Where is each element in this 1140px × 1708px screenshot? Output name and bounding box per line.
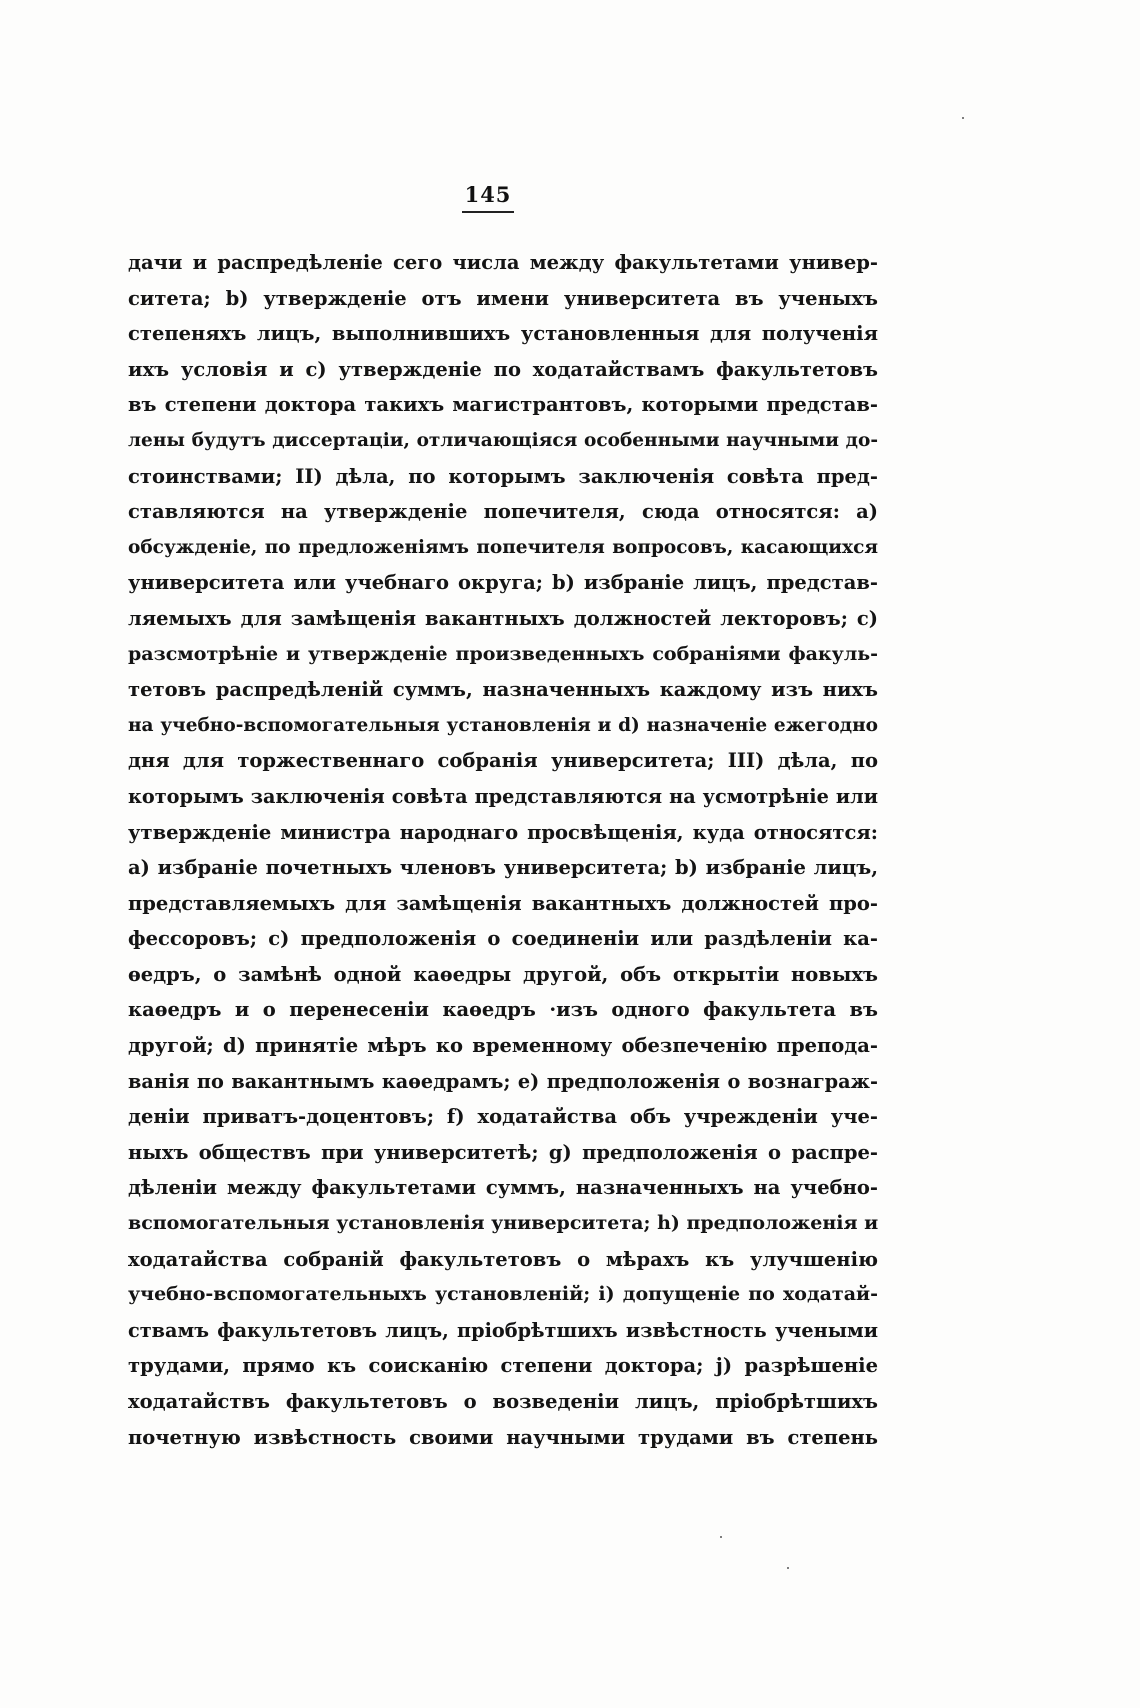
text-line: утвержденіе министра народнаго просвѣщенія, куда относятся: [128,820,878,844]
dust-speck [787,1567,789,1569]
text-line: ныхъ обществъ при университетѣ; g) предположенія о распре- [128,1140,878,1164]
text-line: ставляются на утвержденіе попечителя, сюда относятся: a) [128,500,878,524]
text-line: учебно-вспомогательныхъ установленій; i) допущеніе по ходатай- [128,1283,878,1306]
text-line: университета или учебнаго округа; b) избраніе лицъ, представ- [128,571,878,595]
text-line: ходатайствъ факультетовъ о возведеніи лицъ, пріобрѣтшихъ [128,1390,878,1413]
text-line: ходатайства собраній факультетовъ о мѣрахъ къ улучшенію [128,1247,878,1271]
text-line: ствамъ факультетовъ лицъ, пріобрѣтшихъ извѣстность учеными [128,1318,878,1342]
dust-speck [720,1536,722,1538]
text-line: почетную извѣстность своими научными трудами въ степень [128,1425,878,1449]
text-line: стоинствами; II) дѣла, по которымъ заключенія совѣта пред- [128,464,878,488]
text-line: дачи и распредѣленіе сего числа между факультетами универ- [128,251,878,274]
text-line: a) избраніе почетныхъ членовъ университета; b) избраніе лицъ, [128,856,878,880]
text-line: деніи приватъ-доцентовъ; f) ходатайства объ учрежденіи уче- [128,1105,878,1129]
text-line: ванія по вакантнымъ каѳедрамъ; e) предположенія о вознаграж- [128,1069,878,1093]
text-line: степеняхъ лицъ, выполнившихъ установленныя для полученія [128,322,878,346]
text-line: каѳедръ и о перенесеніи каѳедръ ·изъ одного факультета въ [128,998,878,1022]
text-line: ляемыхъ для замѣщенія вакантныхъ должностей лекторовъ; с) [128,606,878,630]
text-line: другой; d) принятіе мѣръ ко временному обезпеченію препода- [128,1034,878,1058]
text-line: представляемыхъ для замѣщенія вакантныхъ должностей про- [128,891,878,915]
text-line: фессоровъ; с) предположенія о соединеніи или раздѣленіи ка- [128,927,878,951]
text-line: которымъ заключенія совѣта представляются на усмотрѣніе или [128,784,878,808]
text-line: ихъ условія и с) утвержденіе по ходатайствамъ факультетовъ [128,357,878,381]
text-line: вспомогательныя установленія университета; h) предположенія и [128,1212,878,1235]
text-line: разсмотрѣніе и утвержденіе произведенныхъ собраніями факуль- [128,642,878,665]
text-line: лены будутъ диссертаціи, отличающіяся особенными научными до- [128,429,878,451]
text-line: въ степени доктора такихъ магистрантовъ, которыми представ- [128,393,878,417]
text-line: обсужденіе, по предложеніямъ попечителя вопросовъ, касающихся [128,536,878,558]
page-number-underline [462,211,514,213]
body-text [128,245,878,1455]
text-line: ѳедръ, о замѣнѣ одной каѳедры другой, объ открытіи новыхъ [128,962,878,986]
text-line: дня для торжественнаго собранія университета; III) дѣла, по [128,749,878,773]
text-line: тетовъ распредѣленій суммъ, назначенныхъ каждому изъ нихъ [128,678,878,702]
text-line: дѣленіи между факультетами суммъ, назначенныхъ на учебно- [128,1176,878,1200]
dust-speck [962,117,964,119]
text-line: на учебно-вспомогательныя установленія и d) назначеніе ежегодно [128,714,878,736]
text-line: трудами, прямо къ соисканію степени доктора; j) разрѣшеніе [128,1354,878,1378]
text-line: ситета; b) утвержденіе отъ имени университета въ ученыхъ [128,286,878,310]
page-number: 145 [464,182,512,207]
